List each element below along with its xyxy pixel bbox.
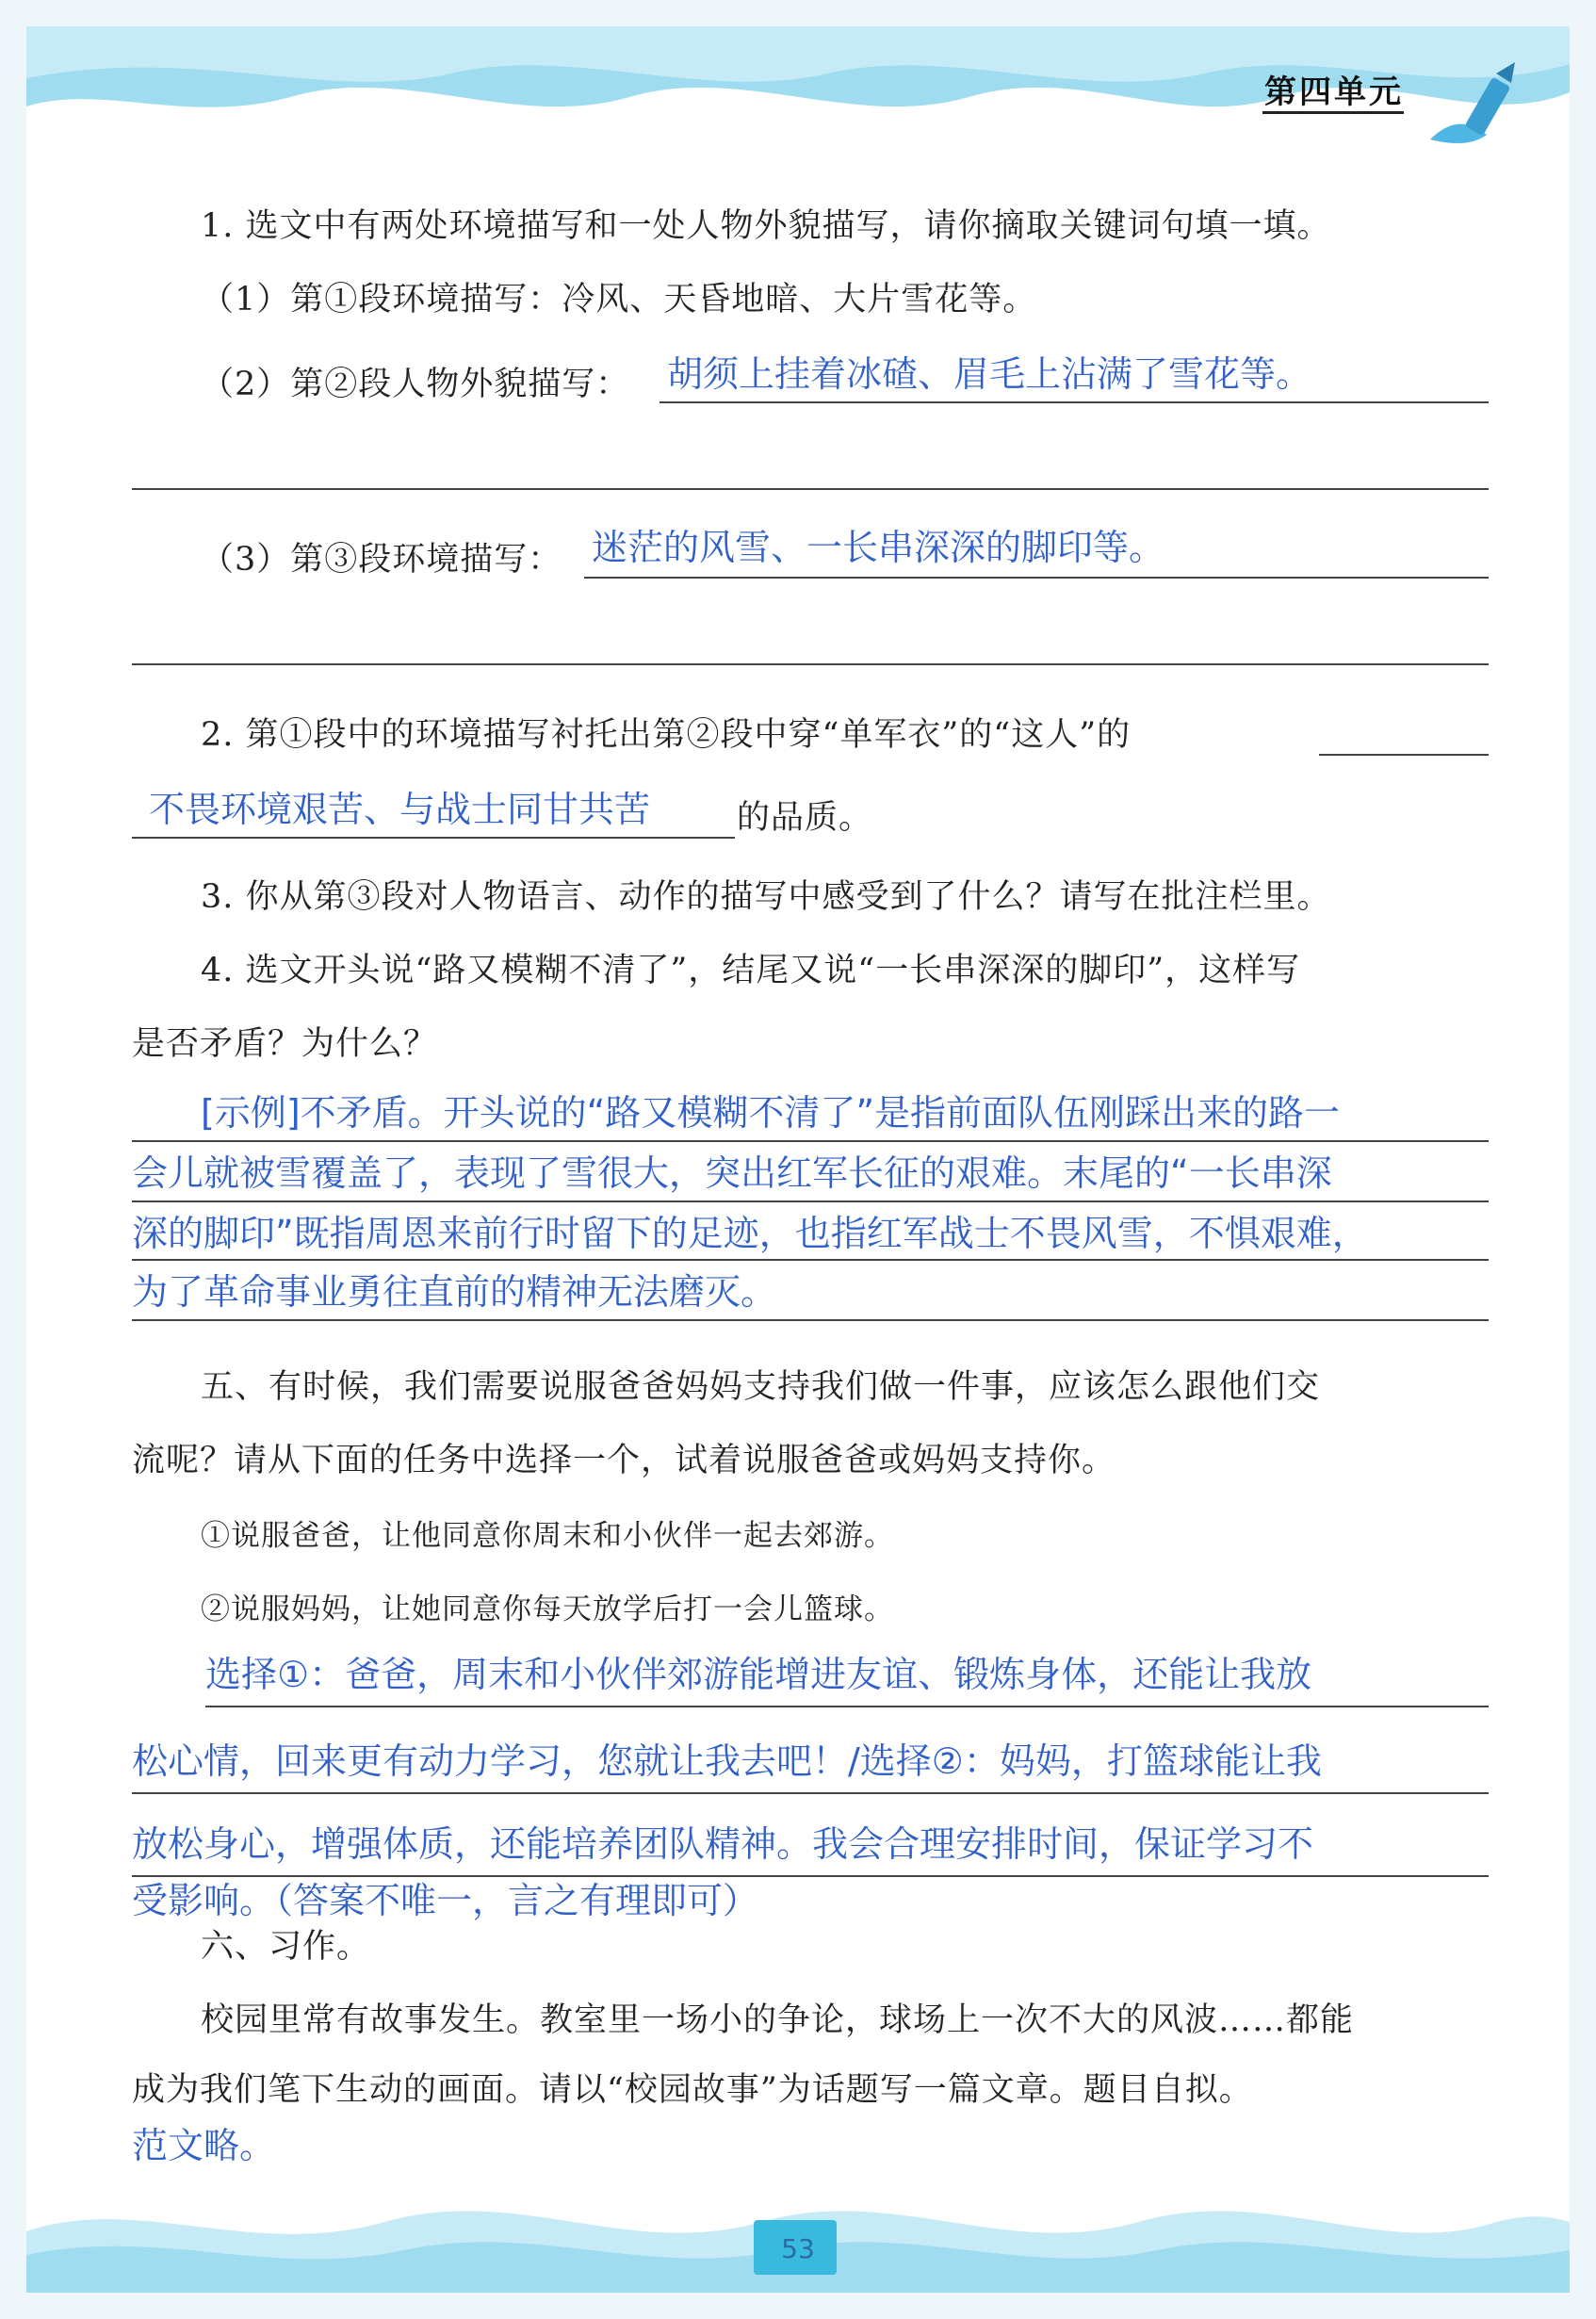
page-number: 53 [781,2233,815,2264]
q6-prompt-line2: 成为我们笔下生动的画面。请以“校园故事”为话题写一篇文章。题目自拟。 [132,2071,1253,2109]
q1-item1: （1）第①段环境描写：冷风、天昏地暗、大片雪花等。 [201,281,1037,318]
q1-item2-answer: 胡须上挂着冰碴、眉毛上沾满了雪花等。 [667,353,1312,395]
q4-answer-line: [示例]不矛盾。开头说的“路又模糊不清了”是指前面队伍刚踩出来的路一 [201,1092,1341,1134]
q5-option2: ②说服妈妈，让她同意你每天放学后打一会儿篮球。 [201,1592,894,1626]
q6-prompt-line1: 校园里常有故事发生。教室里一场小的争论，球场上一次不大的风波……都能 [201,2001,1355,2039]
q4-answer-line: 深的脚印”既指周恩来前行时留下的足迹，也指红军战士不畏风雪，不惧艰难， [132,1213,1368,1254]
q1-item3-answer: 迷茫的风雪、一长串深深的脚印等。 [592,527,1165,568]
q5-answer-line: 松心情，回来更有动力学习，您就让我去吧！/选择②：妈妈，打篮球能让我 [132,1740,1322,1782]
unit-title: 第四单元 [1264,73,1404,111]
q5-answer-line: 选择①：爸爸，周末和小伙伴郊游能增进友谊、锻炼身体，还能让我放 [205,1654,1312,1695]
q1-item3-blank-line [584,577,1489,579]
q4-answer-line-rule [132,1140,1489,1142]
q1-prompt: 1. 选文中有两处环境描写和一处人物外貌描写，请你摘取关键词句填一填。 [201,207,1331,245]
q2-answer-line [132,837,735,839]
q1-item2-label: （2）第②段人物外貌描写： [201,366,630,403]
q1-item3-label: （3）第③段环境描写： [201,541,562,579]
q6-title: 六、习作。 [201,1928,371,1966]
q4-answer-line-rule [132,1200,1489,1202]
q1-item2-blank-line-2 [132,488,1489,490]
q5-prompt-line1: 五、有时候，我们需要说服爸爸妈妈支持我们做一件事，应该怎么跟他们交 [201,1368,1321,1406]
q5-answer-line-rule [205,1706,1489,1707]
q1-item3-blank-line-2 [132,663,1489,665]
q6-answer: 范文略。 [132,2125,276,2166]
paper [26,26,1570,2293]
q2-suffix: 的品质。 [737,799,873,837]
q3-prompt: 3. 你从第③段对人物语言、动作的描写中感受到了什么？请写在批注栏里。 [201,878,1331,916]
q2-blank-line [1319,754,1489,756]
q4-prompt-line1: 4. 选文开头说“路又模糊不清了”，结尾又说“一长串深深的脚印”，这样写 [201,952,1301,989]
q5-option1: ①说服爸爸，让他同意你周末和小伙伴一起去郊游。 [201,1519,894,1553]
q4-prompt-line2: 是否矛盾？为什么？ [132,1025,438,1063]
q5-answer-line-rule [132,1875,1489,1877]
q2-answer: 不畏环境艰苦、与战士同甘共苦 [149,789,651,830]
q5-answer-line: 受影响。（答案不唯一，言之有理即可） [132,1880,759,1921]
q5-prompt-line2: 流呢？请从下面的任务中选择一个，试着说服爸爸或妈妈支持你。 [132,1442,1116,1479]
q2-prompt: 2. 第①段中的环境描写衬托出第②段中穿“单军衣”的“这人”的 [201,716,1132,754]
pencil-icon [1421,55,1543,158]
q4-answer-line: 会儿就被雪覆盖了，表现了雪很大，突出红军长征的艰难。末尾的“一长串深 [132,1152,1332,1194]
unit-title-underline [1262,111,1404,114]
q4-answer-line: 为了革命事业勇往直前的精神无法磨灭。 [132,1271,777,1313]
q1-item2-blank-line [660,401,1489,403]
q5-answer-line-rule [132,1792,1489,1794]
q4-answer-line-rule [132,1259,1489,1261]
q5-answer-line: 放松身心，增强体质，还能培养团队精神。我会合理安排时间，保证学习不 [132,1823,1314,1865]
q4-answer-line-rule [132,1319,1489,1321]
